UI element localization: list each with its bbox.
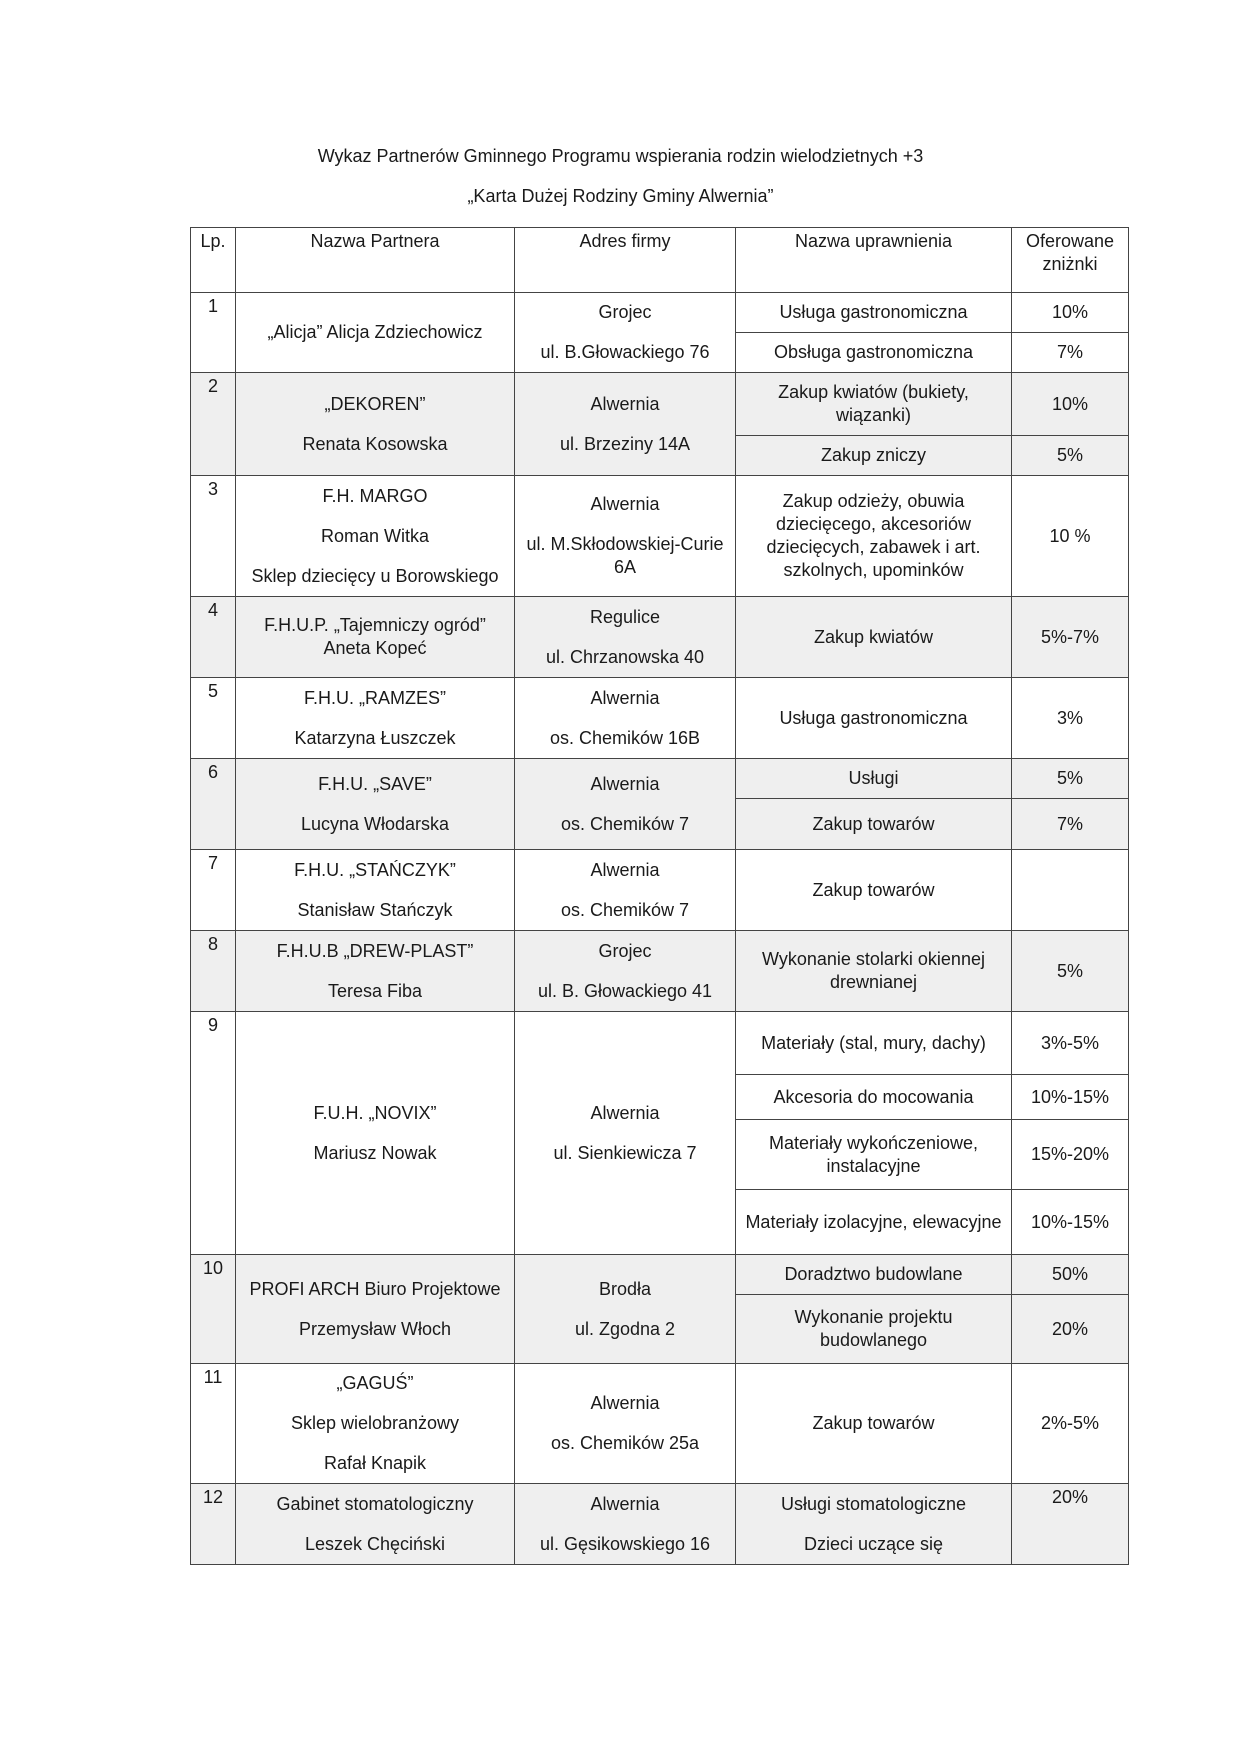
row-discount: 5% bbox=[1012, 436, 1129, 476]
row-discount: 50% bbox=[1012, 1255, 1129, 1295]
row-partner: F.H. MARGO Roman Witka Sklep dziecięcy u Borowskiego bbox=[236, 476, 515, 597]
table-row bbox=[191, 931, 1129, 1012]
row-lp: 6 bbox=[191, 759, 236, 850]
row-discount: 10 % bbox=[1012, 476, 1129, 597]
row-entitlement: Zakup kwiatów bbox=[736, 597, 1012, 678]
table-row bbox=[191, 1255, 1129, 1295]
row-address: Alwernia os. Chemików 25a bbox=[515, 1364, 736, 1484]
row-partner: F.H.U.P. „Tajemniczy ogród” Aneta Kopeć bbox=[236, 597, 515, 678]
row-entitlement: Materiały wykończeniowe, instalacyjne bbox=[736, 1120, 1012, 1190]
row-discount: 7% bbox=[1012, 799, 1129, 850]
table-row bbox=[191, 597, 1129, 678]
header-lp: Lp. bbox=[191, 228, 236, 293]
row-partner: F.H.U. „RAMZES” Katarzyna Łuszczek bbox=[236, 678, 515, 759]
row-entitlement: Akcesoria do mocowania bbox=[736, 1075, 1012, 1120]
row-lp: 5 bbox=[191, 678, 236, 759]
row-partner: „Alicja” Alicja Zdziechowicz bbox=[236, 293, 515, 373]
row-lp: 2 bbox=[191, 373, 236, 476]
row-entitlement: Materiały (stal, mury, dachy) bbox=[736, 1012, 1012, 1075]
row-partner: F.H.U. „STAŃCZYK” Stanisław Stańczyk bbox=[236, 850, 515, 931]
table-row bbox=[191, 759, 1129, 799]
row-entitlement: Usługa gastronomiczna bbox=[736, 293, 1012, 333]
table-row bbox=[191, 678, 1129, 759]
row-discount: 5%-7% bbox=[1012, 597, 1129, 678]
table-row bbox=[191, 1012, 1129, 1075]
row-entitlement: Wykonanie projektu budowlanego bbox=[736, 1295, 1012, 1364]
row-address: Brodła ul. Zgodna 2 bbox=[515, 1255, 736, 1364]
row-lp: 10 bbox=[191, 1255, 236, 1364]
document-title: Wykaz Partnerów Gminnego Programu wspierania rodzin wielodzietnych +3 bbox=[317, 146, 924, 166]
header-discount: Oferowane zniżnki bbox=[1012, 228, 1129, 293]
row-discount: 15%-20% bbox=[1012, 1120, 1129, 1190]
header-address: Adres firmy bbox=[515, 228, 736, 293]
row-address: Regulice ul. Chrzanowska 40 bbox=[515, 597, 736, 678]
row-address: Alwernia os. Chemików 7 bbox=[515, 850, 736, 931]
row-discount: 5% bbox=[1012, 931, 1129, 1012]
row-entitlement: Zakup towarów bbox=[736, 799, 1012, 850]
row-partner: F.H.U. „SAVE” Lucyna Włodarska bbox=[236, 759, 515, 850]
table-row bbox=[191, 293, 1129, 333]
row-discount: 10% bbox=[1012, 373, 1129, 436]
row-address: Grojec ul. B. Głowackiego 41 bbox=[515, 931, 736, 1012]
header-entitlement: Nazwa uprawnienia bbox=[736, 228, 1012, 293]
row-discount: 3% bbox=[1012, 678, 1129, 759]
row-discount: 7% bbox=[1012, 333, 1129, 373]
row-entitlement: Zakup zniczy bbox=[736, 436, 1012, 476]
row-lp: 4 bbox=[191, 597, 236, 678]
table-row bbox=[191, 1484, 1129, 1565]
table-row bbox=[191, 1364, 1129, 1484]
row-lp: 8 bbox=[191, 931, 236, 1012]
table-row bbox=[191, 476, 1129, 597]
row-address: Alwernia os. Chemików 7 bbox=[515, 759, 736, 850]
row-address: Alwernia ul. Sienkiewicza 7 bbox=[515, 1012, 736, 1255]
row-discount: 20% bbox=[1012, 1295, 1129, 1364]
row-address: Grojec ul. B.Głowackiego 76 bbox=[515, 293, 736, 373]
row-partner: PROFI ARCH Biuro Projektowe Przemysław Włoch bbox=[236, 1255, 515, 1364]
row-lp: 12 bbox=[191, 1484, 236, 1565]
row-discount: 5% bbox=[1012, 759, 1129, 799]
row-entitlement: Zakup kwiatów (bukiety, wiązanki) bbox=[736, 373, 1012, 436]
row-entitlement: Usługa gastronomiczna bbox=[736, 678, 1012, 759]
row-address: Alwernia os. Chemików 16B bbox=[515, 678, 736, 759]
row-entitlement: Zakup odzieży, obuwia dziecięcego, akcesoriów dziecięcych, zabawek i art. szkolnych, upominków bbox=[736, 476, 1012, 597]
row-discount: 10%-15% bbox=[1012, 1190, 1129, 1255]
row-entitlement: Wykonanie stolarki okiennej drewnianej bbox=[736, 931, 1012, 1012]
header-partner: Nazwa Partnera bbox=[236, 228, 515, 293]
row-discount bbox=[1012, 850, 1129, 931]
table-row bbox=[191, 373, 1129, 436]
row-lp: 3 bbox=[191, 476, 236, 597]
row-partner: F.H.U.B „DREW-PLAST” Teresa Fiba bbox=[236, 931, 515, 1012]
row-partner: „DEKOREN” Renata Kosowska bbox=[236, 373, 515, 476]
row-lp: 9 bbox=[191, 1012, 236, 1255]
row-discount: 2%-5% bbox=[1012, 1364, 1129, 1484]
partners-table bbox=[190, 227, 1129, 1565]
row-discount: 10%-15% bbox=[1012, 1075, 1129, 1120]
table-header-row bbox=[191, 228, 1129, 293]
row-lp: 11 bbox=[191, 1364, 236, 1484]
row-address: Alwernia ul. M.Skłodowskiej-Curie 6A bbox=[515, 476, 736, 597]
row-entitlement: Zakup towarów bbox=[736, 850, 1012, 931]
row-entitlement: Zakup towarów bbox=[736, 1364, 1012, 1484]
row-discount: 20% bbox=[1012, 1484, 1129, 1565]
row-entitlement: Obsługa gastronomiczna bbox=[736, 333, 1012, 373]
row-lp: 1 bbox=[191, 293, 236, 373]
row-entitlement: Materiały izolacyjne, elewacyjne bbox=[736, 1190, 1012, 1255]
row-address: Alwernia ul. Gęsikowskiego 16 bbox=[515, 1484, 736, 1565]
row-lp: 7 bbox=[191, 850, 236, 931]
row-discount: 10% bbox=[1012, 293, 1129, 333]
row-entitlement: Usługi stomatologiczne Dzieci uczące się bbox=[736, 1484, 1012, 1565]
row-discount: 3%-5% bbox=[1012, 1012, 1129, 1075]
document-subtitle: „Karta Dużej Rodziny Gminy Alwernia” bbox=[467, 186, 774, 206]
row-partner: Gabinet stomatologiczny Leszek Chęciński bbox=[236, 1484, 515, 1565]
row-entitlement: Doradztwo budowlane bbox=[736, 1255, 1012, 1295]
row-entitlement: Usługi bbox=[736, 759, 1012, 799]
row-address: Alwernia ul. Brzeziny 14A bbox=[515, 373, 736, 476]
row-partner: „GAGUŚ” Sklep wielobranżowy Rafał Knapik bbox=[236, 1364, 515, 1484]
row-partner: F.U.H. „NOVIX” Mariusz Nowak bbox=[236, 1012, 515, 1255]
table-row bbox=[191, 850, 1129, 931]
